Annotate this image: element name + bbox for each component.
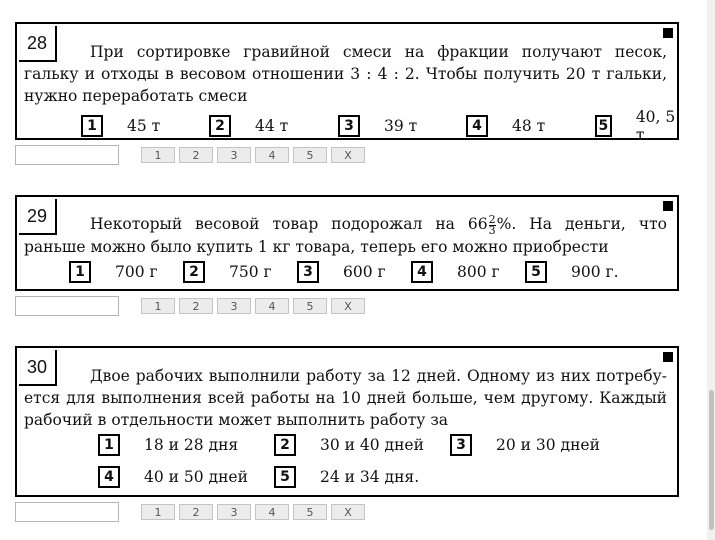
- task-number: 30: [19, 350, 57, 386]
- answer-button-1[interactable]: 1: [141, 298, 175, 314]
- bookmark-icon[interactable]: [663, 352, 673, 362]
- option-5[interactable]: 5 40, 5 т.: [595, 108, 677, 144]
- option-2[interactable]: 2 44 т: [209, 115, 338, 137]
- option-4[interactable]: 4 48 т: [466, 115, 595, 137]
- answer-button-4[interactable]: 4: [255, 298, 289, 314]
- answer-row-29: [15, 295, 369, 317]
- option-2[interactable]: 2 30 и 40 дней: [274, 434, 450, 456]
- answer-button-2[interactable]: 2: [179, 298, 213, 314]
- task-text: При сортировке гравийной смеси на фракции получают песок, гальку и отходы в весовом отношении 3 : 4 : 2. Чтобы получить 20 т гальки, нужно переработать смеси: [24, 43, 667, 105]
- answer-button-3[interactable]: 3: [217, 298, 251, 314]
- answer-input[interactable]: [15, 296, 119, 316]
- answer-options: [81, 108, 677, 144]
- vertical-scrollbar[interactable]: [707, 0, 715, 540]
- option-3[interactable]: 3 20 и 30 дней: [450, 434, 600, 456]
- option-1[interactable]: 1 18 и 28 дня: [98, 434, 274, 456]
- answer-button-2[interactable]: 2: [179, 147, 213, 163]
- task-28: [15, 22, 679, 144]
- option-3[interactable]: 3 600 г: [297, 261, 411, 283]
- option-4[interactable]: 4 40 и 50 дней: [98, 466, 274, 488]
- answer-button-2[interactable]: 2: [179, 504, 213, 520]
- task-number: 29: [19, 199, 57, 235]
- answer-button-3[interactable]: 3: [217, 147, 251, 163]
- answer-options-row2: [98, 466, 419, 488]
- fraction: $\frac{2}{3}$: [488, 212, 496, 237]
- clear-button[interactable]: X: [331, 298, 365, 314]
- task-29: [15, 195, 679, 291]
- option-4[interactable]: 4 800 г: [411, 261, 525, 283]
- bookmark-icon[interactable]: [663, 201, 673, 211]
- answer-button-1[interactable]: 1: [141, 504, 175, 520]
- answer-button-4[interactable]: 4: [255, 504, 289, 520]
- task-text: Двое рабочих выполнили работу за 12 дней. Одному из них потребу-ется для выполнения всей работы на 10 дней больше, чем другому. Каждый рабочий в отдельности может выполнить работу за: [24, 367, 667, 429]
- task-text: Некоторый весовой товар подорожал на 66 $\frac{2}{3}$ %. На деньги, что раньше можно было купить 1 кг товара, теперь его можно приобрести: [24, 212, 667, 256]
- answer-row-30: [15, 501, 369, 523]
- answer-input[interactable]: [15, 145, 119, 165]
- answer-button-3[interactable]: 3: [217, 504, 251, 520]
- answer-button-5[interactable]: 5: [293, 504, 327, 520]
- option-2[interactable]: 2 750 г: [183, 261, 297, 283]
- task-number: 28: [19, 26, 57, 62]
- scrollbar-thumb[interactable]: [709, 390, 714, 530]
- answer-options-row1: [98, 434, 600, 456]
- bookmark-icon[interactable]: [663, 28, 673, 38]
- option-5[interactable]: 5 900 г.: [525, 261, 619, 283]
- answer-button-1[interactable]: 1: [141, 147, 175, 163]
- answer-button-5[interactable]: 5: [293, 147, 327, 163]
- option-3[interactable]: 3 39 т: [338, 115, 466, 137]
- clear-button[interactable]: X: [331, 504, 365, 520]
- option-1[interactable]: 1 700 г: [69, 261, 183, 283]
- answer-input[interactable]: [15, 502, 119, 522]
- option-5[interactable]: 5 24 и 34 дня.: [274, 466, 419, 488]
- answer-row-28: [15, 144, 369, 166]
- answer-button-5[interactable]: 5: [293, 298, 327, 314]
- answer-button-4[interactable]: 4: [255, 147, 289, 163]
- task-30: [15, 346, 679, 497]
- answer-options: [69, 261, 619, 283]
- option-1[interactable]: 1 45 т: [81, 115, 209, 137]
- clear-button[interactable]: X: [331, 147, 365, 163]
